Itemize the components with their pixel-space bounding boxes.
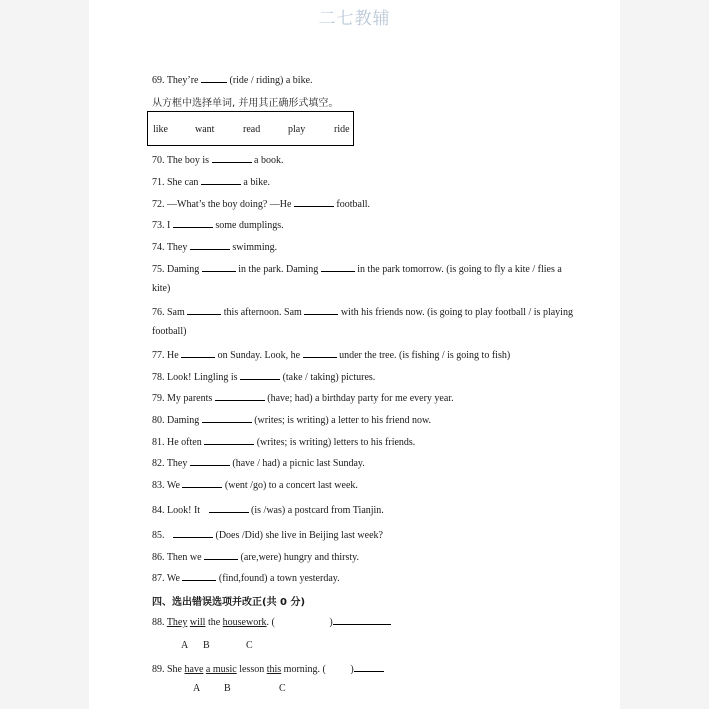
question-71 bbox=[152, 175, 270, 189]
answer-blank[interactable] bbox=[182, 478, 222, 488]
question-75-continued: kite) bbox=[152, 283, 171, 294]
question-text-end: swimming. bbox=[232, 242, 278, 253]
answer-blank[interactable] bbox=[202, 413, 252, 423]
answer-blank[interactable] bbox=[215, 391, 265, 401]
question-number: 69. bbox=[152, 75, 165, 86]
answer-blank[interactable] bbox=[173, 218, 213, 228]
question-text-end: a book. bbox=[254, 155, 284, 166]
question-76-continued: football) bbox=[152, 326, 187, 337]
question-text-end: morning. ( bbox=[283, 664, 326, 675]
question-text: —What’s the boy doing? —He bbox=[167, 199, 292, 210]
question-hint: (went /go) to a concert last week. bbox=[224, 480, 358, 491]
question-87 bbox=[152, 571, 340, 585]
question-text: He often bbox=[167, 437, 202, 448]
answer-blank[interactable] bbox=[204, 550, 238, 560]
question-number: 70. bbox=[152, 155, 165, 166]
question-text-mid: this afternoon. Sam bbox=[223, 307, 302, 318]
option-a-word: They bbox=[166, 617, 188, 628]
option-a-label: A bbox=[181, 640, 189, 651]
answer-blank-1[interactable] bbox=[202, 262, 236, 272]
question-number: 75. bbox=[152, 264, 165, 275]
question-72 bbox=[152, 197, 370, 211]
answer-blank-2[interactable] bbox=[303, 348, 337, 358]
section-4-heading: 四、选出错误选项并改正(共 0 分) bbox=[152, 597, 306, 608]
answer-blank[interactable] bbox=[190, 456, 230, 466]
option-b-label: B bbox=[203, 640, 210, 651]
question-text-mid: on Sunday. Look, he bbox=[217, 350, 301, 361]
answer-blank[interactable] bbox=[204, 435, 254, 445]
answer-blank[interactable] bbox=[190, 240, 230, 250]
answer-blank[interactable] bbox=[240, 370, 280, 380]
word-ride: ride bbox=[334, 124, 350, 135]
question-number: 73. bbox=[152, 220, 165, 231]
answer-blank[interactable] bbox=[182, 571, 216, 581]
question-text: Daming bbox=[167, 415, 200, 426]
question-text: Daming bbox=[167, 264, 200, 275]
question-number: 86. bbox=[152, 552, 165, 563]
word-box bbox=[147, 111, 354, 146]
answer-blank[interactable] bbox=[201, 175, 241, 185]
question-text: Look! It bbox=[167, 505, 201, 516]
question-number: 72. bbox=[152, 199, 165, 210]
word-like: like bbox=[153, 124, 168, 135]
question-number: 74. bbox=[152, 242, 165, 253]
question-hint: (find,found) a town yesterday. bbox=[218, 573, 340, 584]
question-number: 83. bbox=[152, 480, 165, 491]
question-hint: (is /was) a postcard from Tianjin. bbox=[251, 505, 384, 516]
question-hint: (are,were) hungry and thirsty. bbox=[240, 552, 360, 563]
question-hint: (take / taking) pictures. bbox=[282, 372, 376, 383]
question-number: 89. bbox=[152, 664, 165, 675]
question-text-end: with his friends now. (is going to play football / is playing bbox=[340, 307, 573, 318]
paren-close: ) bbox=[329, 617, 333, 628]
question-text: My parents bbox=[167, 393, 213, 404]
question-83 bbox=[152, 478, 358, 492]
option-a-word: have bbox=[184, 664, 204, 675]
option-c-label: C bbox=[246, 640, 253, 651]
word-play: play bbox=[288, 124, 306, 135]
question-number: 87. bbox=[152, 573, 165, 584]
question-number: 76. bbox=[152, 307, 165, 318]
answer-blank-2[interactable] bbox=[304, 305, 338, 315]
option-b-word: will bbox=[189, 617, 206, 628]
question-89 bbox=[152, 662, 384, 676]
question-number: 80. bbox=[152, 415, 165, 426]
answer-blank-1[interactable] bbox=[181, 348, 215, 358]
question-text: They bbox=[166, 242, 188, 253]
answer-blank[interactable] bbox=[212, 153, 252, 163]
question-text: Look! Lingling is bbox=[167, 372, 238, 383]
option-c-word: this bbox=[266, 664, 282, 675]
question-88 bbox=[152, 615, 391, 629]
option-b-label: B bbox=[224, 683, 231, 694]
question-75 bbox=[152, 262, 562, 276]
question-text-end: a bike. bbox=[243, 177, 271, 188]
question-text-end: in the park tomorrow. (is going to fly a kite / flies a bbox=[357, 264, 562, 275]
answer-blank[interactable] bbox=[209, 503, 249, 513]
question-73 bbox=[152, 218, 284, 232]
question-84 bbox=[152, 503, 384, 517]
question-text-end: some dumplings. bbox=[215, 220, 284, 231]
watermark-logo: 二七教辅 bbox=[318, 9, 391, 29]
question-text: I bbox=[167, 220, 171, 231]
question-86 bbox=[152, 550, 359, 564]
question-76 bbox=[152, 305, 573, 319]
word-read: read bbox=[243, 124, 261, 135]
question-text-mid: in the park. Daming bbox=[238, 264, 319, 275]
question-78 bbox=[152, 370, 375, 384]
question-text-end: under the tree. (is fishing / is going to fish) bbox=[339, 350, 511, 361]
question-77 bbox=[152, 348, 510, 362]
question-text: the bbox=[207, 617, 221, 628]
question-hint: (have; had) a birthday party for me every year. bbox=[267, 393, 454, 404]
question-text-mid: lesson bbox=[239, 664, 265, 675]
question-text: He bbox=[167, 350, 179, 361]
question-85 bbox=[152, 528, 383, 542]
question-hint: (have / had) a picnic last Sunday. bbox=[232, 458, 365, 469]
option-c-label: C bbox=[279, 683, 286, 694]
answer-blank[interactable] bbox=[201, 73, 227, 83]
question-number: 79. bbox=[152, 393, 165, 404]
question-81 bbox=[152, 435, 415, 449]
question-text: We bbox=[166, 573, 180, 584]
question-number: 71. bbox=[152, 177, 165, 188]
question-70 bbox=[152, 153, 284, 167]
question-text: She can bbox=[167, 177, 199, 188]
answer-blank-2[interactable] bbox=[321, 262, 355, 272]
question-hint: (writes; is writing) a letter to his friend now. bbox=[254, 415, 432, 426]
question-text: She bbox=[167, 664, 182, 675]
question-80 bbox=[152, 413, 431, 427]
question-number: 81. bbox=[152, 437, 165, 448]
question-number: 88. bbox=[152, 617, 165, 628]
question-hint: (writes; is writing) letters to his friends. bbox=[256, 437, 416, 448]
word-want: want bbox=[195, 124, 215, 135]
answer-blank[interactable] bbox=[173, 528, 213, 538]
question-text: Then we bbox=[166, 552, 202, 563]
question-74 bbox=[152, 240, 277, 254]
question-hint: (Does /Did) she live in Beijing last week? bbox=[215, 530, 383, 541]
option-b-word: a music bbox=[205, 664, 237, 675]
question-text-end: football. bbox=[336, 199, 371, 210]
correction-blank[interactable] bbox=[354, 662, 384, 672]
question-text: They’re bbox=[166, 75, 199, 86]
question-79 bbox=[152, 391, 454, 405]
paren-close: ) bbox=[350, 664, 354, 675]
option-a-label: A bbox=[193, 683, 201, 694]
paren-open: . ( bbox=[266, 617, 275, 628]
question-69 bbox=[152, 73, 313, 87]
question-text: We bbox=[166, 480, 180, 491]
question-number: 84. bbox=[152, 505, 165, 516]
question-number: 85. bbox=[152, 530, 165, 541]
question-number: 77. bbox=[152, 350, 165, 361]
instruction-text: 从方框中选择单词, 并用其正确形式填空。 bbox=[152, 98, 339, 109]
question-number: 82. bbox=[152, 458, 165, 469]
question-text: They bbox=[166, 458, 188, 469]
answer-blank-1[interactable] bbox=[187, 305, 221, 315]
question-number: 78. bbox=[152, 372, 165, 383]
answer-blank[interactable] bbox=[294, 197, 334, 207]
question-text: Sam bbox=[167, 307, 185, 318]
question-hint: (ride / riding) a bike. bbox=[229, 75, 313, 86]
question-text: The boy is bbox=[166, 155, 210, 166]
option-c-word: housework bbox=[222, 617, 267, 628]
correction-blank[interactable] bbox=[333, 615, 391, 625]
question-82 bbox=[152, 456, 365, 470]
